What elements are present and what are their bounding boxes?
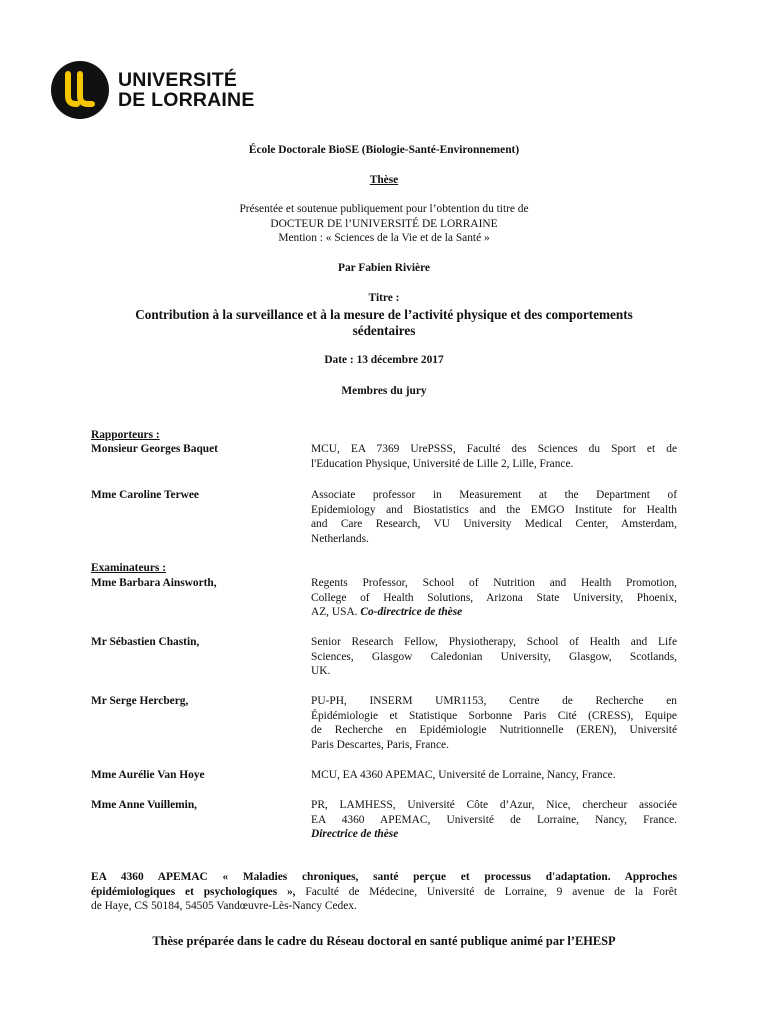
jury-member-name: Mme Anne Vuillemin, [91,799,198,811]
jury-heading: Membres du jury [341,385,427,397]
author: Par Fabien Rivière [338,262,430,274]
jury-member-affiliation [311,694,677,752]
jury-member-affiliation [311,768,677,783]
thesis-title [60,307,708,339]
jury-member-affiliation [311,442,677,471]
affiliation-line: Epidemiology and Biostatistics and the EMGO Institute for Health [311,503,677,516]
lab-address: Faculté de Médecine, Université de Lorraine, 9 avenue de la Forêt [295,885,677,898]
examinateurs-heading: Examinateurs : [91,562,166,574]
affiliation-line: MCU, EA 4360 APEMAC, Université de Lorraine, Nancy, France. [311,769,616,781]
lab-description [91,870,677,914]
affiliation-line: PR, LAMHESS, Université Côte d’Azur, Nice, chercheur associée [311,799,677,811]
affiliation-line: l'Education Physique, Université de Lille 2, Lille, France. [311,457,574,470]
jury-member-name: Monsieur Georges Baquet [91,443,218,455]
co-director-role: Co-directrice de thèse [360,606,463,619]
affiliation-line: UK. [311,665,331,678]
affiliation-line: Associate professor in Measurement at the Department of [311,489,677,501]
intro-line-1: Présentée et soutenue publiquement pour l’obtention du titre de [239,203,529,215]
affiliation-line: de Recherche en Epidémiologie Nutritionnelle (EREN), Université [311,724,677,737]
affiliation-line: PU-PH, INSERM UMR1153, Centre de Recherche en [311,695,677,707]
intro-line-3: Mention : « Sciences de la Vie et de la Santé » [278,232,490,245]
thesis-title-line-1: Contribution à la surveillance et à la mesure de l’activité physique et des comportements [135,307,633,322]
jury-member-affiliation [311,488,677,546]
affiliation-line: Épidémiologie et Statistique Sorbonne Paris Cité (CRESS), Equipe [311,709,677,722]
affiliation-line: Senior Research Fellow, Physiotherapy, School of Health and Life [311,636,677,648]
rapporteurs-heading: Rapporteurs : [91,429,160,441]
university-logo [50,60,270,120]
jury-member-name: Mr Serge Hercberg, [91,695,189,707]
jury-member-affiliation [311,798,677,842]
jury-member-affiliation [311,576,677,620]
network-statement: Thèse préparée dans le cadre du Réseau doctoral en santé publique animé par l’EHESP [152,934,616,948]
director-role: Directrice de thèse [311,828,399,841]
defense-date: Date : 13 décembre 2017 [324,354,444,366]
affiliation-line: Regents Professor, School of Nutrition and Health Promotion, [311,577,677,589]
affiliation-line: EA 4360 APEMAC, Université de Lorraine, Nancy, France. [311,813,677,826]
lab-line-1: EA 4360 APEMAC « Maladies chroniques, santé perçue et processus d'adaptation. Approches [91,871,677,883]
logo-wordmark [118,70,255,110]
affiliation-line: Netherlands. [311,532,369,545]
title-label: Titre : [368,292,400,304]
affiliation-line: Paris Descartes, Paris, France. [311,738,449,751]
university-logo-icon [50,60,110,120]
affiliation-line [311,605,677,620]
lab-line-2 [91,885,677,900]
document-type: Thèse [369,174,399,186]
jury-member-name: Mme Caroline Terwee [91,489,199,501]
jury-member-name: Mme Barbara Ainsworth, [91,577,217,589]
jury-member-name: Mr Sébastien Chastin, [91,636,200,648]
intro-line-2: DOCTEUR DE l’UNIVERSITÉ DE LORRAINE [270,217,498,230]
lab-line-3: de Haye, CS 50184, 54505 Vandœuvre-Lès-Nancy Cedex. [91,900,357,913]
affiliation-line: College of Health Solutions, Arizona State University, Phoenix, [311,591,677,604]
logo-line-1: UNIVERSITÉ [118,69,238,91]
affiliation-line: Sciences, Glasgow Caledonian University, Glasgow, Scotlands, [311,650,677,663]
jury-member-name: Mme Aurélie Van Hoye [91,769,205,781]
affiliation-line: MCU, EA 7369 UrePSSS, Faculté des Sciences du Sport et de [311,443,677,455]
affiliation-text: AZ, USA. [311,606,361,619]
doctoral-school: École Doctorale BioSE (Biologie-Santé-Environnement) [248,144,520,156]
jury-member-affiliation [311,635,677,679]
logo-line-2: DE LORRAINE [118,89,255,111]
intro-text [60,202,708,246]
affiliation-line: and Care Research, VU University Medical Center, Amsterdam, [311,518,677,531]
lab-name-end: épidémiologiques et psychologiques », [91,885,296,898]
thesis-title-line-2: sédentaires [352,323,416,338]
